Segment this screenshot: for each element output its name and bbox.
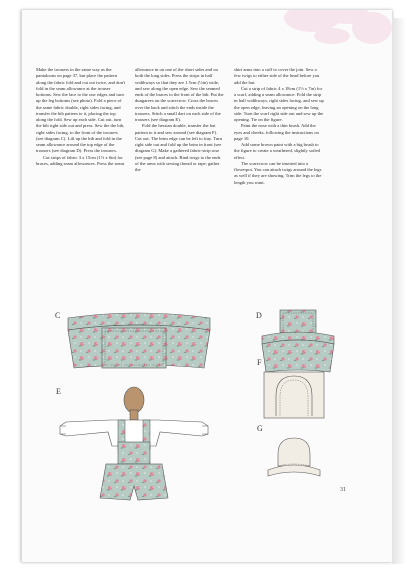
figure-f-label: F — [257, 358, 262, 367]
paragraph: Make the trousers in the same way as the pantaloons on page 37, but place the pattern along the fabric fold and cut out twice, and don't fold in the seam allowance at the trouser bottoms. Sew the lace to the raw edges and turn up the leg bottoms (see photo). Fold a piece of the same fabric double, right sides facing, and transfer the bib pattern to it, placing the top along the fold. Sew up each side. Cut out, turn the bib right side out and press. Sew the the bib, right sides facing, to the front of the trousers (see diagram C). Lift up the bib and fold in the seam allowance around the top edge of the trousers (see diagram D). Press the trousers. — [36, 67, 126, 154]
paragraph: allowance in on one of the short sides and on both the long sides. Press the strips in half widthways so that they are 1.5cm (½in) wide, and sew along the open edge. Sew the seamed ends of the braces to the front of the bib. Put the dungarees on the scarecrow. Cross the braces over the back and stitch the ends inside the trousers. Stitch a small dart on each side of the trousers (see diagram E). — [135, 67, 224, 122]
paragraph: Paint the nose with a thin brush. Add the eyes and cheeks, following the instructions on page 10. — [234, 123, 319, 141]
figure-c-label: C — [55, 311, 61, 320]
decorative-flower-watermark — [252, 10, 392, 50]
text-column-1 — [36, 67, 126, 167]
paragraph: shirt arms into a cuff to cover the join. Sew a few twigs to either side of the head before you add the hat. — [234, 67, 320, 85]
paragraph: Fold the hessian double, transfer the hat pattern to it and sew around (see diagram F). Cut out. The brim edge can be left to fray. Turn right side out and fold up the brim in front (see diagram G). Make a gathered fabric-strip rose (see page 8) and attach. Bind twigs to the ends of the arms with sewing thread or tape; gather the — [135, 123, 222, 172]
page-edge-shadow — [392, 18, 406, 564]
paragraph: Cut strips of fabric 3 x 15cm (1½ x 6in) for braces, adding seam allowances. Press the seam — [36, 154, 125, 166]
figure-g-label: G — [257, 424, 263, 433]
text-column-2 — [135, 67, 225, 173]
diagram-f-hat-pattern — [262, 370, 326, 420]
diagram-c-bib-on-trousers — [64, 312, 214, 374]
figure-e-label: E — [56, 387, 61, 396]
paragraph: Add some brown paint with a big brush to the figure to create a weathered, slightly soiled effect. — [234, 142, 320, 160]
diagram-e-scarecrow-dungarees — [50, 386, 218, 504]
diagram-d-folded-trousers — [258, 306, 338, 378]
paragraph: The scarecrow can be inserted into a flowerpot. You can attach twigs around the legs as well if they are showing. Trim the legs to the length you want. — [234, 160, 322, 185]
paragraph: Cut a strip of fabric 4 x 18cm (1½ x 7in) for a scarf, adding a seam allowance. Fold the strip in half widthways, right sides facing, and sew up the open edge, leaving an opening on the long side. Turn the scarf right side out and sew up the opening. Tie on the figure. — [234, 85, 324, 122]
figure-d-label: D — [256, 311, 262, 320]
text-column-3 — [234, 67, 324, 186]
page-number: 31 — [340, 487, 346, 493]
diagram-g-hat — [264, 436, 324, 480]
